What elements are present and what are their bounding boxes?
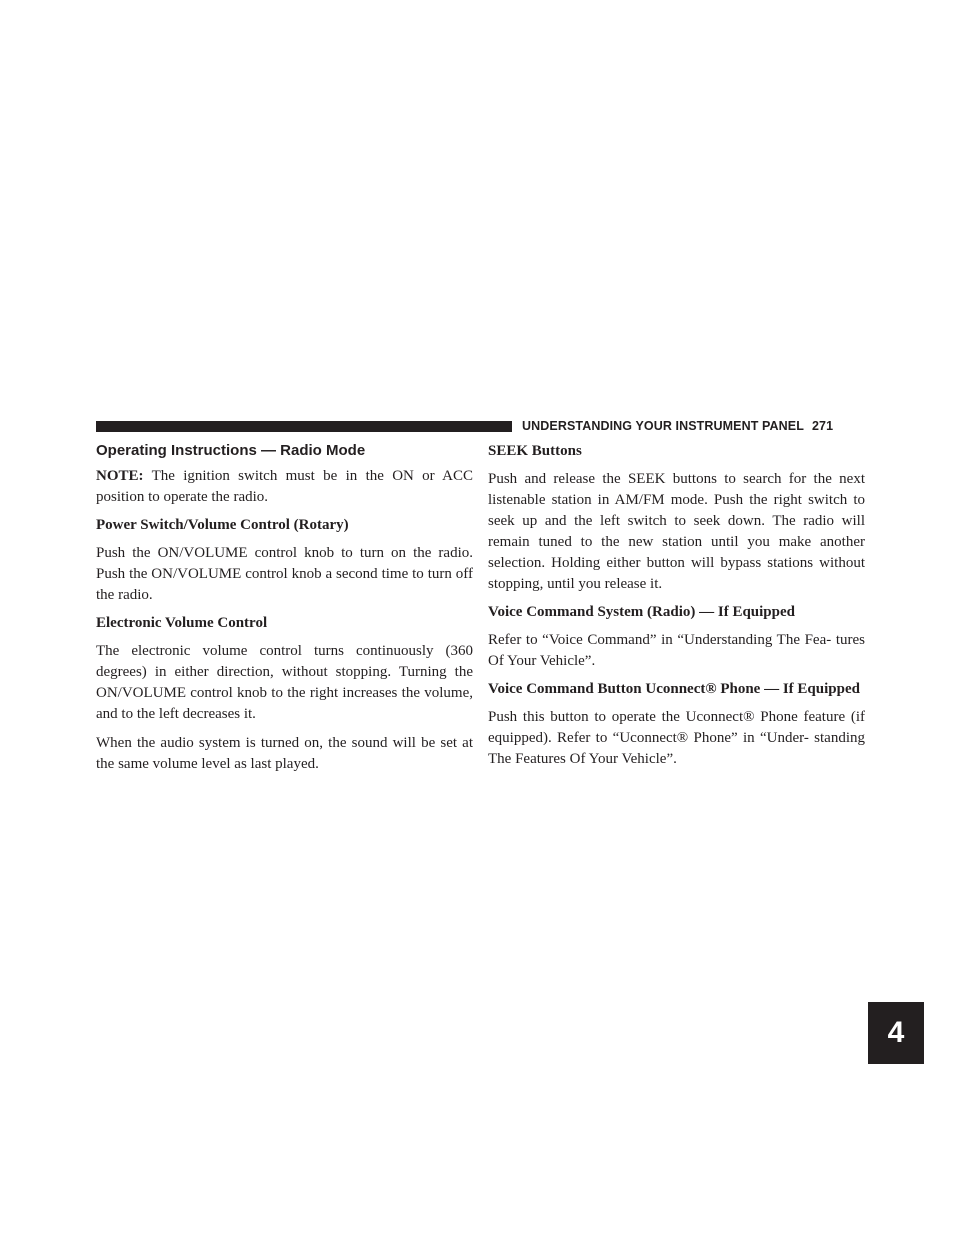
running-header <box>522 419 833 433</box>
page-number: 271 <box>811 419 834 433</box>
section-heading: Operating Instructions — Radio Mode <box>96 442 366 459</box>
power-switch-text: Push the ON/VOLUME control knob to turn on the radio. Push the ON/VOLUME control knob a second time to turn off the radio. <box>96 545 473 603</box>
electronic-volume-heading: Electronic Volume Control <box>96 615 268 631</box>
header-title: UNDERSTANDING YOUR INSTRUMENT PANEL <box>522 419 804 433</box>
electronic-volume-text: The electronic volume control turns continuously (360 degrees) in either direction, without stopping. Turning the ON/VOLUME control knob to the right increases the volume, and to the left decreases it. <box>96 643 473 722</box>
seek-buttons-heading: SEEK Buttons <box>488 443 582 459</box>
voice-command-phone-text: Push this button to operate the Uconnect® Phone feature (if equipped). Refer to “Uconnect® Phone” in “Under- standing The Features Of Your Vehicle”. <box>488 709 865 767</box>
note-paragraph <box>96 466 473 508</box>
power-switch-heading: Power Switch/Volume Control (Rotary) <box>96 517 349 533</box>
left-column <box>96 442 473 783</box>
seek-buttons-text: Push and release the SEEK buttons to search for the next listenable station in AM/FM mode. Push the right switch to seek up and the left switch to seek down. The radio will remain tuned to the new station until you make another selection. Holding either button will bypass stations without stopping, until you release it. <box>488 471 865 592</box>
chapter-tab: 4 <box>868 1002 924 1064</box>
header-rule <box>96 421 512 432</box>
right-column <box>488 442 865 778</box>
voice-command-radio-heading: Voice Command System (Radio) — If Equipped <box>488 604 795 620</box>
note-label: NOTE: <box>96 468 144 484</box>
note-text: The ignition switch must be in the ON or ACC position to operate the radio. <box>96 468 473 505</box>
voice-command-phone-heading: Voice Command Button Uconnect® Phone — If Equipped <box>488 681 860 697</box>
audio-system-text: When the audio system is turned on, the sound will be set at the same volume level as last played. <box>96 735 473 772</box>
voice-command-radio-text: Refer to “Voice Command” in “Understanding The Fea- tures Of Your Vehicle”. <box>488 632 865 669</box>
